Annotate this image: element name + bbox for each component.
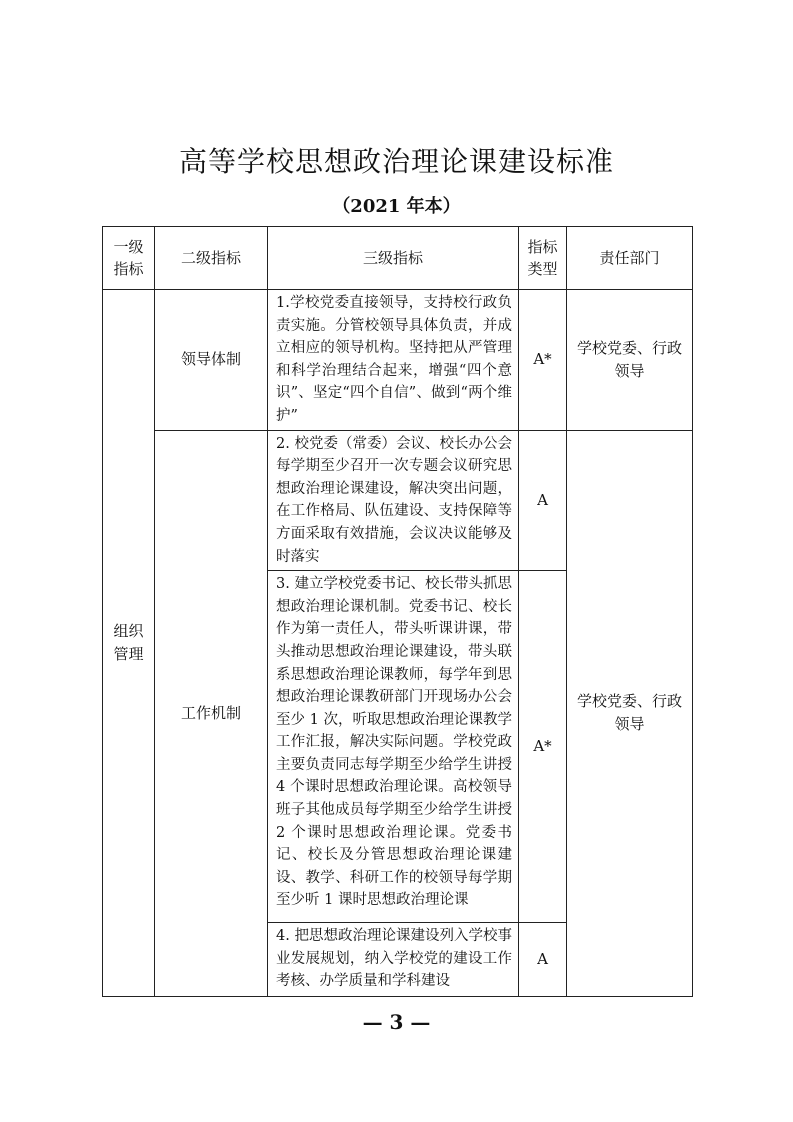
level3-cell: 4. 把思想政治理论课建设列入学校事业发展规划，纳入学校党的建设工作考核、办学质量和学科建设 — [268, 923, 519, 997]
level2-cell: 领导体制 — [155, 290, 268, 431]
type-cell: A — [519, 923, 567, 997]
level3-cell: 1.学校党委直接领导，支持校行政负责实施。分管校领导具体负责，并成立相应的领导机构。坚持把从严管理和科学治理结合起来，增强“四个意识”、坚定“四个自信”、做到“两个维护” — [268, 290, 519, 431]
type-cell: A* — [519, 571, 567, 923]
page-number: — 3 — — [362, 1010, 431, 1034]
type-cell: A* — [519, 290, 567, 431]
level1-cell: 组织管理 — [103, 290, 155, 997]
dept-cell: 学校党委、行政领导 — [567, 430, 693, 997]
header-type: 指标类型 — [519, 227, 567, 290]
header-level1: 一级指标 — [103, 227, 155, 290]
level3-cell: 2. 校党委（常委）会议、校长办公会每学期至少召开一次专题会议研究思想政治理论课建设，解决突出问题，在工作格局、队伍建设、支持保障等方面采取有效措施，会议决议能够及时落实 — [268, 430, 519, 571]
header-dept: 责任部门 — [567, 227, 693, 290]
level3-cell: 3. 建立学校党委书记、校长带头抓思想政治理论课机制。党委书记、校长作为第一责任人，带头听课讲课，带头推动思想政治理论课建设，带头联系思想政治理论课教师，每学年到思想政治理论课教研部门开现场办公会至少 1 次，听取思想政治理论课教学工作汇报，解决实际问题。学校党政主要负责同志每学期至少给学生讲授 4 个课时思想政治理论课。高校领导班子其他成员每学期至少给学生讲授 2 个课时思想政治理论课。党委书记、校长及分管思想政治理论课建设、教学、科研工作的校领导每学期至少听 1 课时思想政治理论课 — [268, 571, 519, 923]
document-title: 高等学校思想政治理论课建设标准 — [178, 145, 614, 178]
type-cell: A — [519, 430, 567, 571]
header-level3: 三级指标 — [268, 227, 519, 290]
standards-table — [102, 226, 693, 997]
table-row — [103, 430, 693, 571]
header-level2: 二级指标 — [155, 227, 268, 290]
table-row — [103, 290, 693, 431]
document-subtitle: （2021 年本） — [332, 196, 461, 217]
level2-cell: 工作机制 — [155, 430, 268, 997]
table-header-row — [103, 227, 693, 290]
dept-cell: 学校党委、行政领导 — [567, 290, 693, 431]
